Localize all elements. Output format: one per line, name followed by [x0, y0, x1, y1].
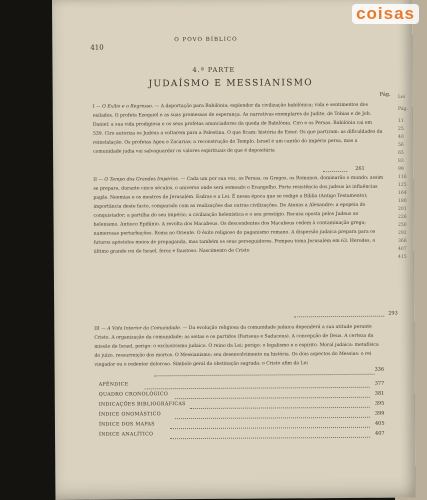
section-text: — Da evolução religiosa da comunidade judaica dependerá a sua atitude perante Cristo. A organização da comunidade; as seitas e os partidos (Fariseus e Saduceus). A concepção de Deus. A certeza da missão de Israel, perigo: o exclusivismo judaico. O reino da Lei; perigo: o legalismo e o espírito. Moral judaica: metafísica do juízo, ressurreição dos mortos. O Messianismo; seu desenvolvimento na história. Os dois aspectos do Messias: o rei vingador ou o redentor doloroso. Símbolo geral da obstinação sagrada: o Cristo afim da Lei: [94, 324, 379, 368]
index-entry-bibliography: INDICAÇÕES BIBLIOGRÁFICAS: [98, 402, 186, 408]
leader-dots: [155, 374, 375, 379]
part-label: 4.ª PARTE: [192, 65, 236, 75]
watermark-logo: coisas: [352, 4, 419, 24]
section-3: [94, 323, 384, 370]
fragment: 366: [398, 239, 407, 244]
fragment: 292: [398, 231, 407, 236]
fragment: 180: [398, 199, 407, 204]
section-text: — A deportação para Babilónia; esplendor da civilização babilónica; vida e sentimentos dos exilados. O profeta Ezequiel e as suas promessas de esperança. As narrativas exemplares de Judite, de Tobias e de Job. Daniel: a sua vida prodigiosa e os seus profetas anunciadores da queda de Babilónia. Ciro e os Persas. Babilónia cai em 539. Ciro autoriza os Judeus a voltarem para a Palestina. O que ficam: história de Ester. Os que partiram: as dificuldades da reinstalação. Os profetas Ageu e Zacarias; a reconstrução do Templo. Israel é um cantão do império persa, mas a comunidade judia vai salvaguardar os valores espirituais de que é depositária: [92, 102, 383, 155]
section-title: A Vida Interior da Comunidade.: [107, 326, 182, 332]
index-entry-onomastic: ÍNDICE ONOMÁSTICO: [98, 412, 161, 418]
leader-dots: [170, 437, 370, 441]
section-number: III —: [94, 326, 106, 332]
fragment: Lei: [398, 95, 406, 100]
leader-dots: [170, 427, 370, 431]
fragment: 201: [398, 207, 407, 212]
fragment: Pág.: [398, 107, 408, 112]
leader-dots: [175, 417, 370, 421]
section-1: [93, 101, 383, 157]
section-text: — Cada um por sua vez, os Persas, os Gregos, os Romanos, dominarão o mundo; assim se prepara, durante cinco séculos, o universo onde será semeado o Evangelho. Porte resistência dos judeus às influências pagãs. Neemias e os mestres de Jerusalém. Esdras e a Lei. É nessa época que se redige a Bíblia (Antigo Testamento); importância deste facto, comparado com as realizações das outras civilizações. De Atenas a Alexandre; a epopeia do conquistador; a partilha do seu império; a civilização helenística e o seu prestígio. Recusa oposta pelos Judeus ao helenismo. Antíoco Epifânio. A revolta dos Macabeus. Os descendentes dos Macabeus cedem à contaminação grega; numerosas perturbações. Roma no Oriente. O êxito religioso do paganismo romano. A dispersão judaica prepara para os futuros apóstolos meios de propaganda, mas também os seus perseguidores. Pompeu toma Jerusalém em 63. Herodes, o último grande rei de Israel, feroz e faustoso. Nascimento de Cristo: [93, 175, 384, 255]
leader-dots: [175, 397, 370, 401]
section-number: I —: [92, 104, 101, 110]
index-page: 395: [374, 400, 385, 407]
part-title: JUDAÍSMO E MESSIANISMO: [148, 78, 313, 90]
fragment: 116: [398, 175, 407, 180]
fragment: 56: [398, 143, 404, 148]
fragment: 250: [398, 223, 407, 228]
fragment: 164: [398, 191, 407, 196]
section-number: II —: [93, 177, 103, 183]
fragment: 125: [398, 183, 407, 188]
section-title: O Tempo dos Grandes Impérios.: [104, 177, 180, 183]
section-2: [93, 174, 384, 257]
index-page: 377: [374, 380, 385, 387]
index-page: 407: [375, 430, 385, 437]
index-entry-analytic: ÍNDICE ANALÍTICO: [99, 432, 154, 438]
index-page: 405: [374, 420, 385, 427]
index-page: 399: [374, 410, 385, 417]
running-title: O POVO BÍBLICO: [174, 36, 238, 44]
fragment: 65: [398, 151, 404, 156]
fragment: 99: [398, 167, 404, 172]
section-title: O Exílio e o Regresso.: [102, 104, 154, 110]
leader-dots: [190, 407, 370, 411]
fragment: 11: [398, 119, 404, 124]
index-entry-chronology: QUADRO CRONOLÓGICO: [98, 392, 169, 398]
fragment: 83: [398, 159, 404, 164]
fragment: 407: [398, 247, 407, 252]
page-number: 410: [90, 43, 104, 52]
page-column-label: Pág.: [379, 91, 391, 98]
index-entry-maps: ÍNDICE DOS MAPAS: [98, 422, 155, 428]
leader-dots: [145, 387, 370, 392]
fragment: 25: [398, 127, 404, 132]
section-page: 293: [388, 310, 398, 317]
fragment: 415: [398, 255, 407, 260]
book-page: [52, 0, 415, 500]
section-page: 261: [355, 165, 365, 172]
fragment: 40: [398, 135, 404, 140]
index-entry-appendix: APÊNDICE: [98, 382, 129, 388]
section-page: 336: [374, 366, 385, 373]
fragment: 226: [398, 215, 407, 220]
index-page: 381: [374, 390, 385, 397]
leader-dots: [294, 316, 384, 320]
